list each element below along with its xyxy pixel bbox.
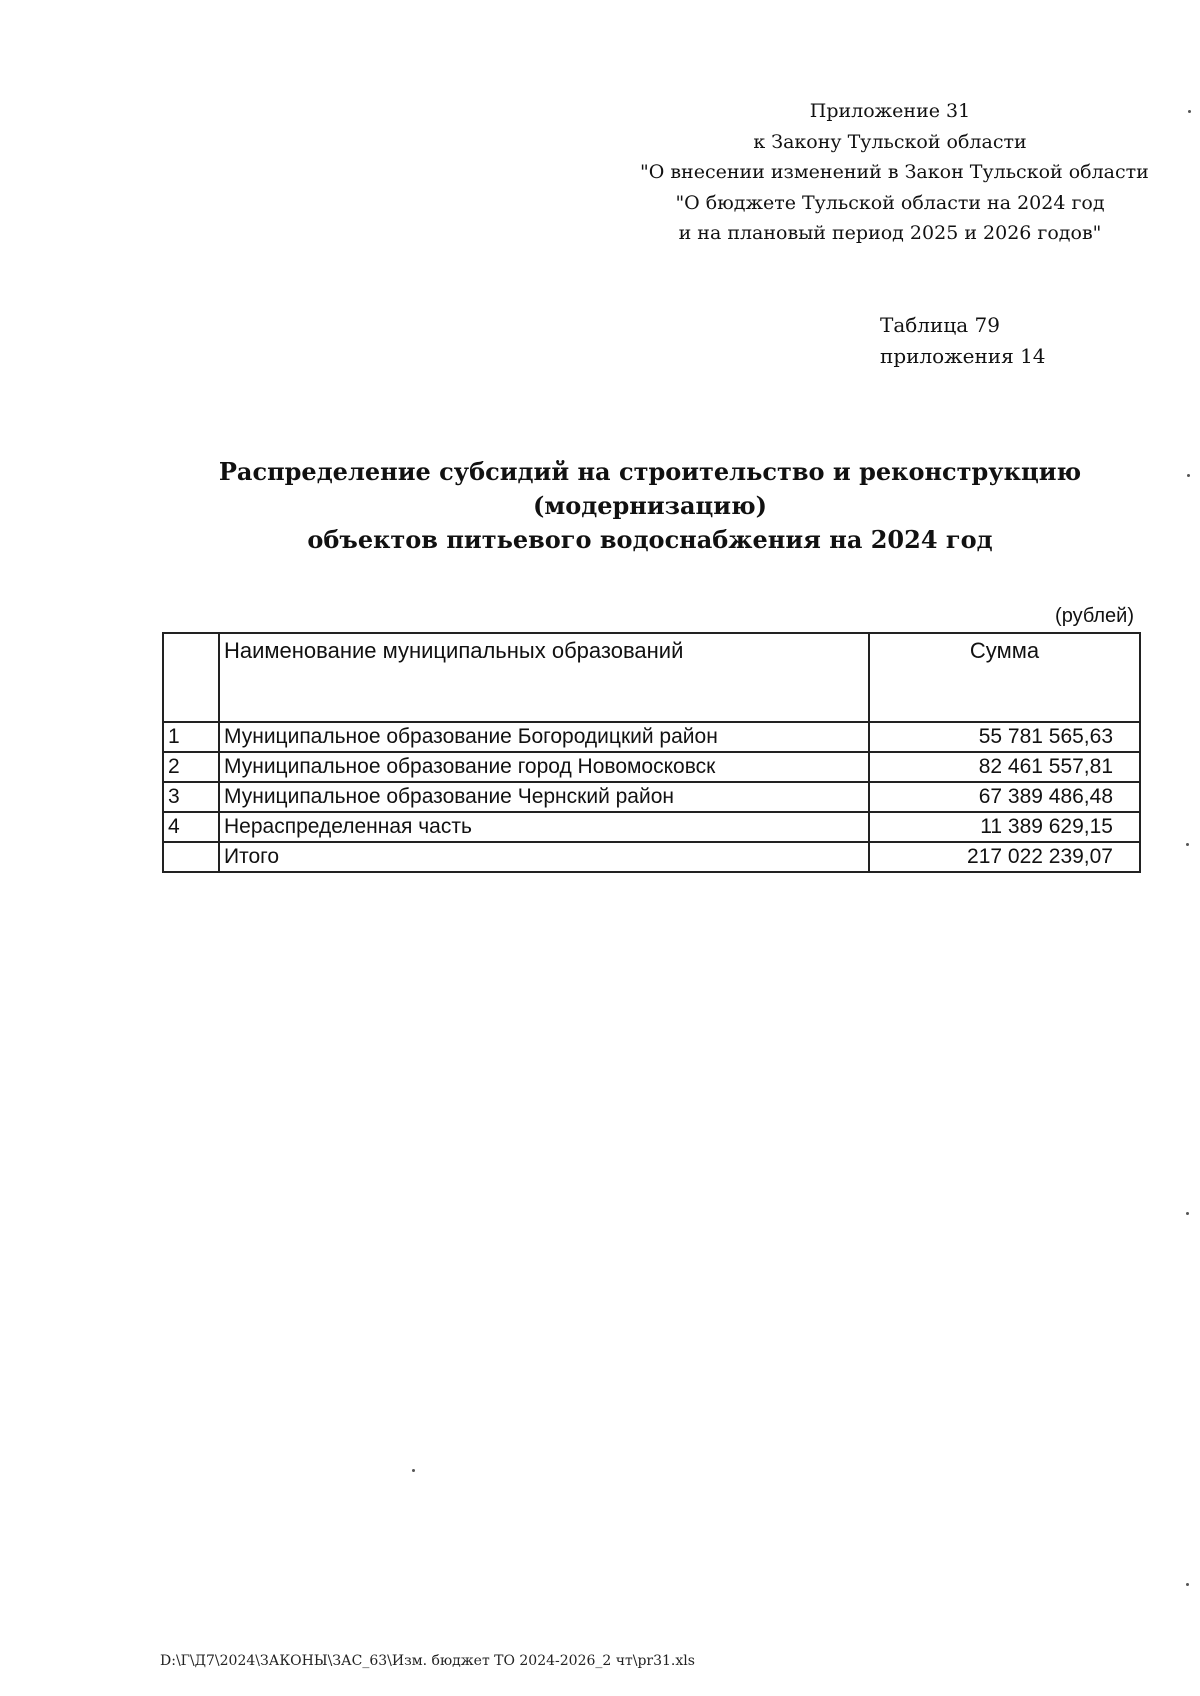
row-name: Нераспределенная часть [219,812,869,842]
row-sum: 67 389 486,48 [869,782,1140,812]
appendix-header [640,96,1149,249]
scan-speck [1188,110,1191,113]
table-reference [880,310,1046,372]
row-sum: 11 389 629,15 [869,812,1140,842]
row-num: 1 [163,722,219,752]
row-name: Муниципальное образование город Новомосковск [219,752,869,782]
scan-speck [412,1469,415,1472]
appendix-line: и на плановый период 2025 и 2026 годов" [678,222,1102,244]
table-row [163,782,1140,812]
file-path-footer: D:\Г\Д7\2024\ЗАКОНЫ\ЗАС_63\Изм. бюджет ТО 2024-2026_2 чт\pr31.xls [160,1653,695,1669]
row-num: 2 [163,752,219,782]
unit-label: (рублей) [1055,605,1134,627]
row-num: 4 [163,812,219,842]
total-label: Итого [219,842,869,872]
row-sum: 55 781 565,63 [869,722,1140,752]
title-line2: объектов питьевого водоснабжения на 2024 год [307,525,993,554]
scan-speck [1186,843,1189,846]
appendix-line: к Закону Тульской области [753,130,1027,153]
table-row [163,812,1140,842]
appendix-line: Приложение 31 [809,100,971,122]
table-ref-line2: приложения 14 [880,344,1046,368]
document-title [150,455,1150,557]
row-name: Муниципальное образование Богородицкий район [219,722,869,752]
table-row [163,752,1140,782]
scan-speck [1187,474,1190,477]
scan-speck [1186,1212,1189,1215]
table-total-row [163,842,1140,872]
table-ref-line1: Таблица 79 [880,313,1000,337]
header-sum: Сумма [869,633,1140,722]
table-header-row [163,633,1140,722]
header-name: Наименование муниципальных образований [219,633,869,722]
total-sum: 217 022 239,07 [869,842,1140,872]
title-line1: Распределение субсидий на строительство и реконструкцию (модернизацию) [218,457,1082,520]
total-num [163,842,219,872]
subsidy-table [162,632,1141,873]
appendix-line: "О бюджете Тульской области на 2024 год [675,191,1105,214]
table-row [163,722,1140,752]
row-num: 3 [163,782,219,812]
scan-speck [1186,1583,1189,1586]
row-name: Муниципальное образование Чернский район [219,782,869,812]
header-num [163,633,219,722]
appendix-line: "О внесении изменений в Закон Тульской области [640,161,1149,183]
row-sum: 82 461 557,81 [869,752,1140,782]
